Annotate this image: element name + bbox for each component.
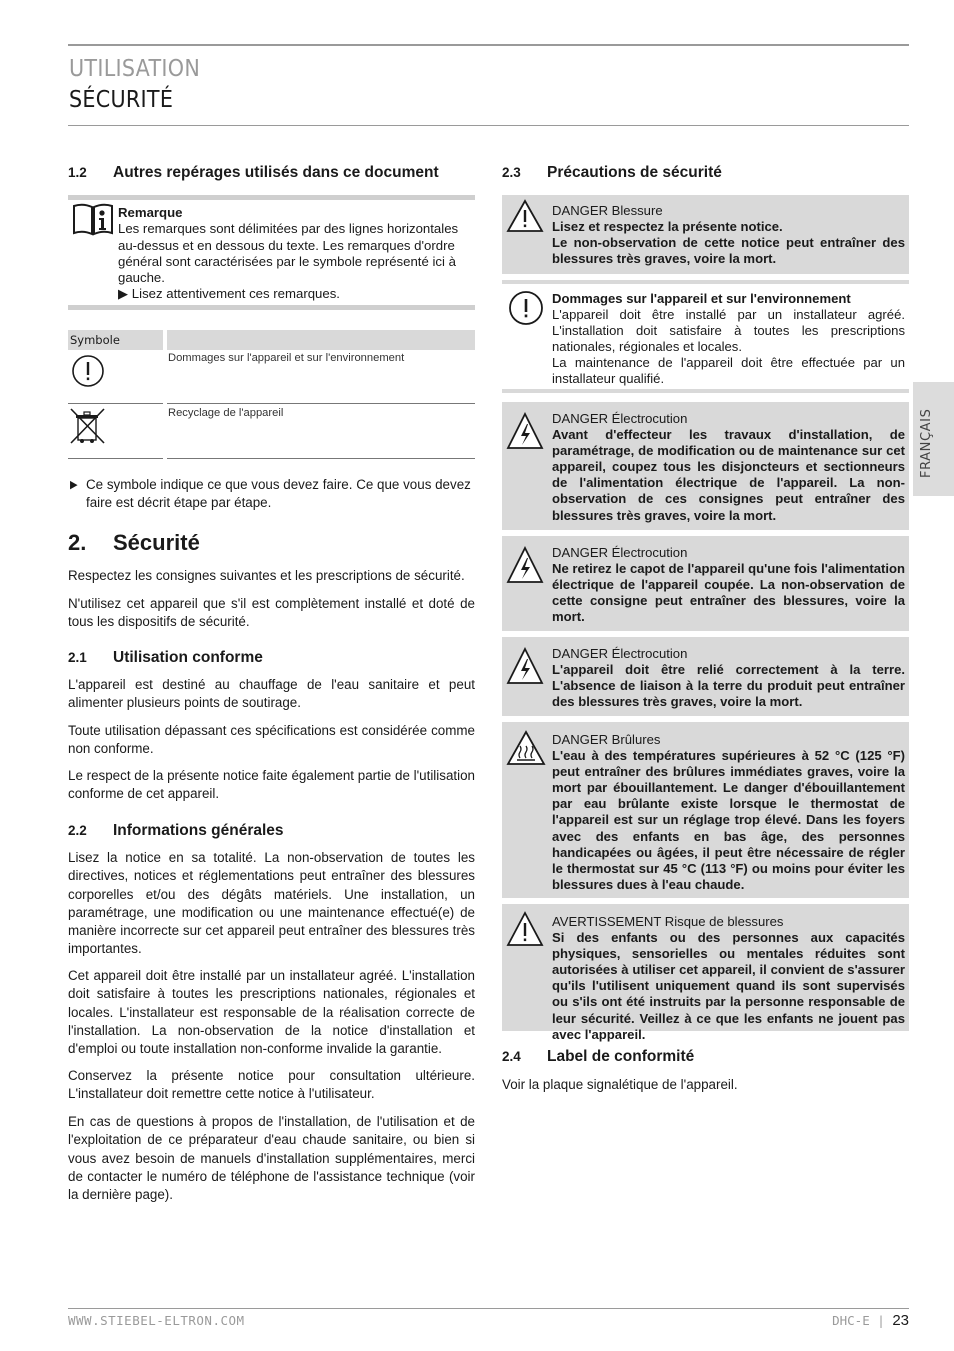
section-2-2-heading <box>68 822 475 840</box>
table-line <box>68 458 163 459</box>
table-line <box>68 403 163 404</box>
warning-text <box>552 914 905 1043</box>
warning-body: Avant d'effecteur les travaux d'installation, de paramétrage, de modification ou de maintenance sur cet appareil, coupez tous les disjoncteurs et sectionneurs de l'alimentation électrique de l'appareil. La non-observation de ces consignes peut entraîner des blessures très graves, voire la mort. <box>552 427 905 523</box>
section-2-4-heading <box>502 1048 909 1066</box>
note-title: Remarque <box>118 205 183 220</box>
paragraph: Toute utilisation dépassant ces spécifications est considérée comme non conforme. <box>68 723 475 757</box>
footer-rule <box>68 1308 909 1309</box>
action-text: Ce symbole indique ce que vous devez faire. Ce que vous devez faire est décrit étape par étape. <box>86 477 471 511</box>
paragraph: Conservez la présente notice pour consultation ultérieure. L'installateur doit remettre cette notice à l'utilisateur. <box>68 1068 475 1102</box>
note-rule <box>502 280 909 284</box>
paragraph: En cas de questions à propos de l'installation, de l'utilisation et de l'exploitation de ce préparateur d'eau chaude sanitaire, ou bien si vous avez besoin de manuels d'installation supplémentaires, merci de contacter le numéro de téléphone de l'assistance technique (voir la dernière page). <box>68 1114 475 1203</box>
section-2-1-heading <box>68 649 475 667</box>
section-title: Label de conformité <box>547 1048 695 1065</box>
warning-title <box>552 914 905 930</box>
note-text: Les remarques sont délimitées par des lignes horizontales au-dessus et en dessous du texte. Les remarques d'ordre général sont caractérisées par le symbole représenté ici à gauche. <box>118 221 459 286</box>
warning-text <box>552 732 905 893</box>
paragraph: N'utilisez cet appareil que s'il est complètement installé et doté de tous les dispositifs de sécurité. <box>68 596 475 630</box>
footer-url: WWW.STIEBEL-ELTRON.COM <box>68 1313 245 1328</box>
note-action: ▶ Lisez attentivement ces remarques. <box>118 286 340 302</box>
footer-model: DHC-E | <box>832 1313 885 1328</box>
section-number: 2.2 <box>68 823 87 838</box>
warning-body: L'appareil doit être installé par un installateur agréé. L'installation doit satisfaire à toutes les prescriptions nationales, régionales et locales. La maintenance de l'appareil doit être effectuée par un installateur qualifié. <box>552 307 905 387</box>
warning-title-text: AVERTISSEMENT Risque de blessures <box>552 914 784 929</box>
section-title: Précautions de sécurité <box>547 164 722 181</box>
language-tab-label: FRANÇAIS <box>919 408 934 478</box>
warning-title: DANGER Électrocution <box>552 646 688 661</box>
warning-text <box>552 203 905 267</box>
exclamation-circle-icon <box>507 290 545 326</box>
section-title: Autres repérages utilisés dans ce document <box>113 164 439 181</box>
warning-text <box>552 545 905 625</box>
paragraph: L'appareil est destiné au chauffage de l'eau sanitaire et peut alimenter plusieurs points de soutirage. <box>68 677 475 711</box>
section-number: 2. <box>68 530 87 555</box>
electric-shock-icon <box>506 546 544 584</box>
warning-body: L'appareil doit être relié correctement à la terre. L'absence de liaison à la terre du produit peut entraîner des blessures très graves, voire la mort. <box>552 662 905 710</box>
section-number: 2.4 <box>502 1049 521 1064</box>
header-title: SÉCURITÉ <box>69 87 174 113</box>
warning-title: DANGER Brûlures <box>552 732 661 747</box>
crossed-bin-icon <box>69 407 107 445</box>
warning-body: Lisez et respectez la présente notice. Le non-observation de cette notice peut entraîner des blessures très graves, voire la mort. <box>552 219 905 267</box>
section-number: 1.2 <box>68 165 87 180</box>
info-book-icon <box>71 203 115 237</box>
symbol-table-header: Symbole <box>68 330 163 350</box>
section-title: Sécurité <box>113 530 200 555</box>
warning-title: DANGER Électrocution <box>552 411 688 426</box>
paragraph: Lisez la notice en sa totalité. La non-observation de toutes les directives, notices et réglementations peut entraîner des blessures corporelles et/ou des dégâts matériels. Une installation, un paramétrage, une modification ou une maintenance effectué(e) de manière incorrecte sur cet appareil peut entraîner des blessures très importantes. <box>68 850 475 957</box>
warning-title: DANGER Blessure <box>552 203 663 218</box>
section-1-2-heading <box>68 164 475 182</box>
section-number: 2.1 <box>68 650 87 665</box>
header-rule-top <box>68 44 909 46</box>
warning-triangle-icon <box>506 199 544 233</box>
warning-body: Si des enfants ou des personnes aux capacités physiques, sensorielles ou mentales réduites sont autorisées à utiliser cet appareil, il convient de s'assurer qu'ils l'utilisent uniquement quand ils sont supervisés ou s'ils ont été instruits par la personne responsable de leur sécurité. Veillez à ce que les enfants ne jouent pas avec l'appareil. <box>552 930 905 1042</box>
exclamation-circle-icon <box>71 354 105 388</box>
warning-text <box>552 291 905 388</box>
electric-shock-icon <box>506 647 544 685</box>
paragraph: Voir la plaque signalétique de l'appareil. <box>502 1077 738 1092</box>
language-tab <box>913 382 954 496</box>
electric-shock-icon <box>506 412 544 450</box>
paragraph: Le respect de la présente notice faite également partie de l'utilisation conforme de cet appareil. <box>68 768 475 802</box>
paragraph: Cet appareil doit être installé par un installateur agréé. L'installation doit satisfaire à toutes les prescriptions nationales, régionales et locales. L'installateur est responsable de la réalisation correcte de l'installation. La non-observation de la notice d'installation et d'emploi ou toute installation non-conforme invalide la garantie. <box>68 968 475 1057</box>
header-section: UTILISATION <box>69 56 201 82</box>
action-arrow-icon: ▶ <box>70 478 78 491</box>
warning-text <box>552 646 905 710</box>
header-rule-bottom <box>68 125 909 126</box>
note-content <box>118 205 473 303</box>
section-title: Informations générales <box>113 822 284 839</box>
page-number: 23 <box>892 1312 909 1329</box>
section-2-3-heading <box>502 164 909 182</box>
warning-text <box>552 411 905 524</box>
symbol-table-header-blank <box>167 330 475 350</box>
symbol-row-1-label: Dommages sur l'appareil et sur l'environnement <box>168 352 405 364</box>
symbol-row-2-label: Recyclage de l'appareil <box>168 407 284 419</box>
warning-title: Dommages sur l'appareil et sur l'environnement <box>552 291 851 306</box>
paragraph: Respectez les consignes suivantes et les prescriptions de sécurité. <box>68 568 465 583</box>
warning-title: DANGER Électrocution <box>552 545 688 560</box>
footer-page-info <box>832 1312 909 1329</box>
warning-body: Ne retirez le capot de l'appareil qu'une fois l'alimentation électrique de l'appareil coupée. La non-observation de cette consigne peut entraîner des blessures, voire la mort. <box>552 561 905 625</box>
section-2-heading <box>68 530 475 556</box>
hot-surface-icon <box>506 730 546 766</box>
warning-triangle-icon <box>506 911 544 947</box>
table-line <box>167 403 475 404</box>
note-rule <box>502 389 909 393</box>
section-number: 2.3 <box>502 165 521 180</box>
table-line <box>167 458 475 459</box>
section-title: Utilisation conforme <box>113 649 263 666</box>
warning-body: L'eau à des températures supérieures à 52 °C (125 °F) peut entraîner des brûlures immédiates graves, voire la mort par ébouillantement. Le danger d'ébouillantement par eau brûlante existe lorsque le thermostat de l'appareil est sur un réglage trop élevé. Dans les foyers avec des enfants en bas âge, des personnes handicapées ou âgées, il peut être nécessaire de régler le thermostat sur 45 °C (113 °F) ou moins pour éviter les blessures dues à l'eau chaude. <box>552 748 905 892</box>
